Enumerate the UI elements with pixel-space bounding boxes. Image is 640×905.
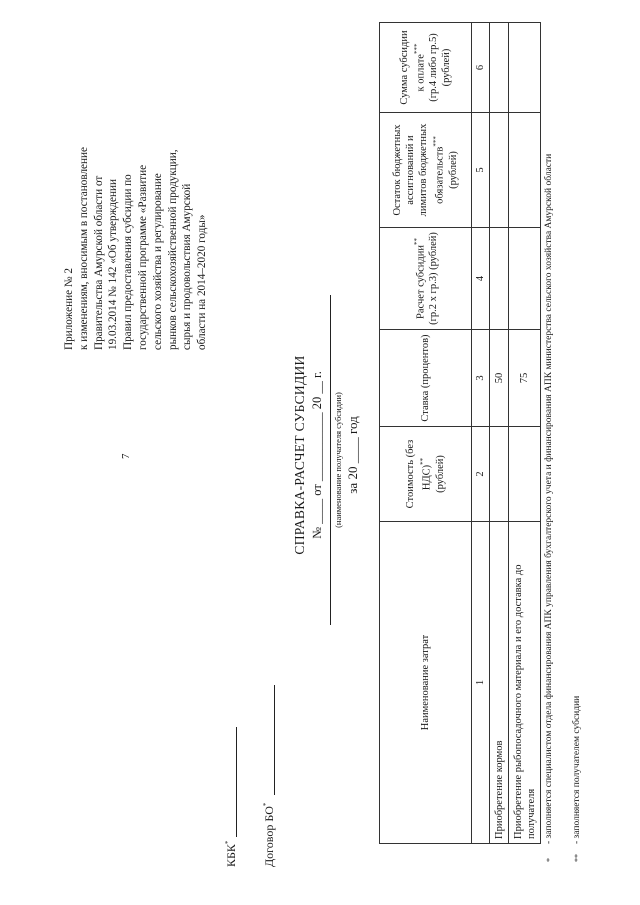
header-rate: Ставка (процентов)	[380, 330, 472, 427]
column-number: 5	[472, 113, 490, 228]
row-rate: 75	[509, 330, 541, 427]
subsidy-table	[379, 22, 541, 844]
column-number: 6	[472, 23, 490, 113]
period-line: за 20 ____ год	[345, 416, 360, 494]
column-number-row	[472, 23, 490, 844]
appendix-line: сельского хозяйства и регулирование	[151, 173, 164, 350]
contract-label	[262, 803, 277, 867]
column-number: 1	[472, 522, 490, 844]
kbk-field-line[interactable]	[236, 727, 237, 837]
row-subsidy-calc[interactable]	[490, 228, 509, 330]
footnote-1-mark: *	[545, 858, 554, 862]
table-row	[490, 23, 509, 844]
recipient-caption: (наименование получателя субсидии)	[333, 392, 343, 528]
contract-footnote-mark: *	[262, 802, 270, 807]
appendix-line: рынков сельскохозяйственной продукции,	[166, 149, 179, 350]
column-number: 4	[472, 228, 490, 330]
appendix-header	[62, 15, 210, 350]
row-rate: 50	[490, 330, 509, 427]
kbk-label	[224, 841, 239, 867]
footnote-1-text: - заполняется специалистом отдела финансирования АПК управления бухгалтерского учета и финансирования АПК министерства сельского хозяйства Амурской области	[544, 153, 554, 844]
appendix-line: Правил предоставления субсидии по	[122, 174, 135, 350]
document-title: СПРАВКА-РАСЧЕТ СУБСИДИИ	[292, 355, 307, 555]
header-cost-name: Наименование затрат	[380, 522, 472, 844]
row-cost-name: Приобретение рыбопосадочного материала и его доставка до получателя	[509, 522, 541, 844]
appendix-line: государственной программе «Развитие	[136, 164, 149, 350]
column-number: 2	[472, 427, 490, 522]
contract-field-line[interactable]	[274, 685, 275, 795]
row-cost-value[interactable]	[509, 427, 541, 522]
row-cost-value[interactable]	[490, 427, 509, 522]
appendix-line: к изменениям, вносимым в постановление	[77, 147, 90, 350]
footnote-2-mark: **	[573, 854, 582, 862]
row-subsidy-calc[interactable]	[509, 228, 541, 330]
header-subsidy-calc: Расчет субсидии** (гр.2 х гр.3) (рублей)	[380, 228, 472, 330]
kbk-label-text: КБК	[224, 844, 238, 867]
recipient-field-line[interactable]	[330, 295, 331, 625]
table-header-row	[380, 23, 472, 844]
footnote-2-text: - заполняется получателем субсидии	[572, 695, 582, 844]
row-budget-rest[interactable]	[490, 113, 509, 228]
appendix-line: сырья и продовольствия Амурской	[181, 183, 194, 350]
header-subsidy-payable: Сумма субсидии к оплате*** (гр.4 либо гр.5) (рублей)	[380, 23, 472, 113]
appendix-line: 19.03.2014 № 142 «Об утверждении	[107, 179, 120, 350]
page-number: 7	[120, 453, 132, 459]
header-cost-no-vat: Стоимость (без НДС)** (рублей)	[380, 427, 472, 522]
row-budget-rest[interactable]	[509, 113, 541, 228]
kbk-footnote-mark: *	[224, 840, 232, 845]
row-subsidy-payable[interactable]	[509, 23, 541, 113]
row-cost-name: Приобретение кормов	[490, 522, 509, 844]
row-subsidy-payable[interactable]	[490, 23, 509, 113]
appendix-line: Приложение № 2	[63, 268, 75, 350]
header-budget-rest: Остаток бюджетных ассигнований и лимитов бюджетных обязательств*** (рублей)	[380, 113, 472, 228]
footnote-1	[544, 23, 555, 862]
appendix-line: Правительства Амурской области от	[92, 175, 105, 350]
column-number: 3	[472, 330, 490, 427]
appendix-line: области на 2014–2020 годы»	[196, 214, 209, 350]
table-row	[509, 23, 541, 844]
contract-label-text: Договор БО	[262, 806, 276, 867]
number-date-line: № ____ от ___________ 20 __ г.	[310, 371, 324, 539]
footnote-2	[572, 23, 583, 862]
